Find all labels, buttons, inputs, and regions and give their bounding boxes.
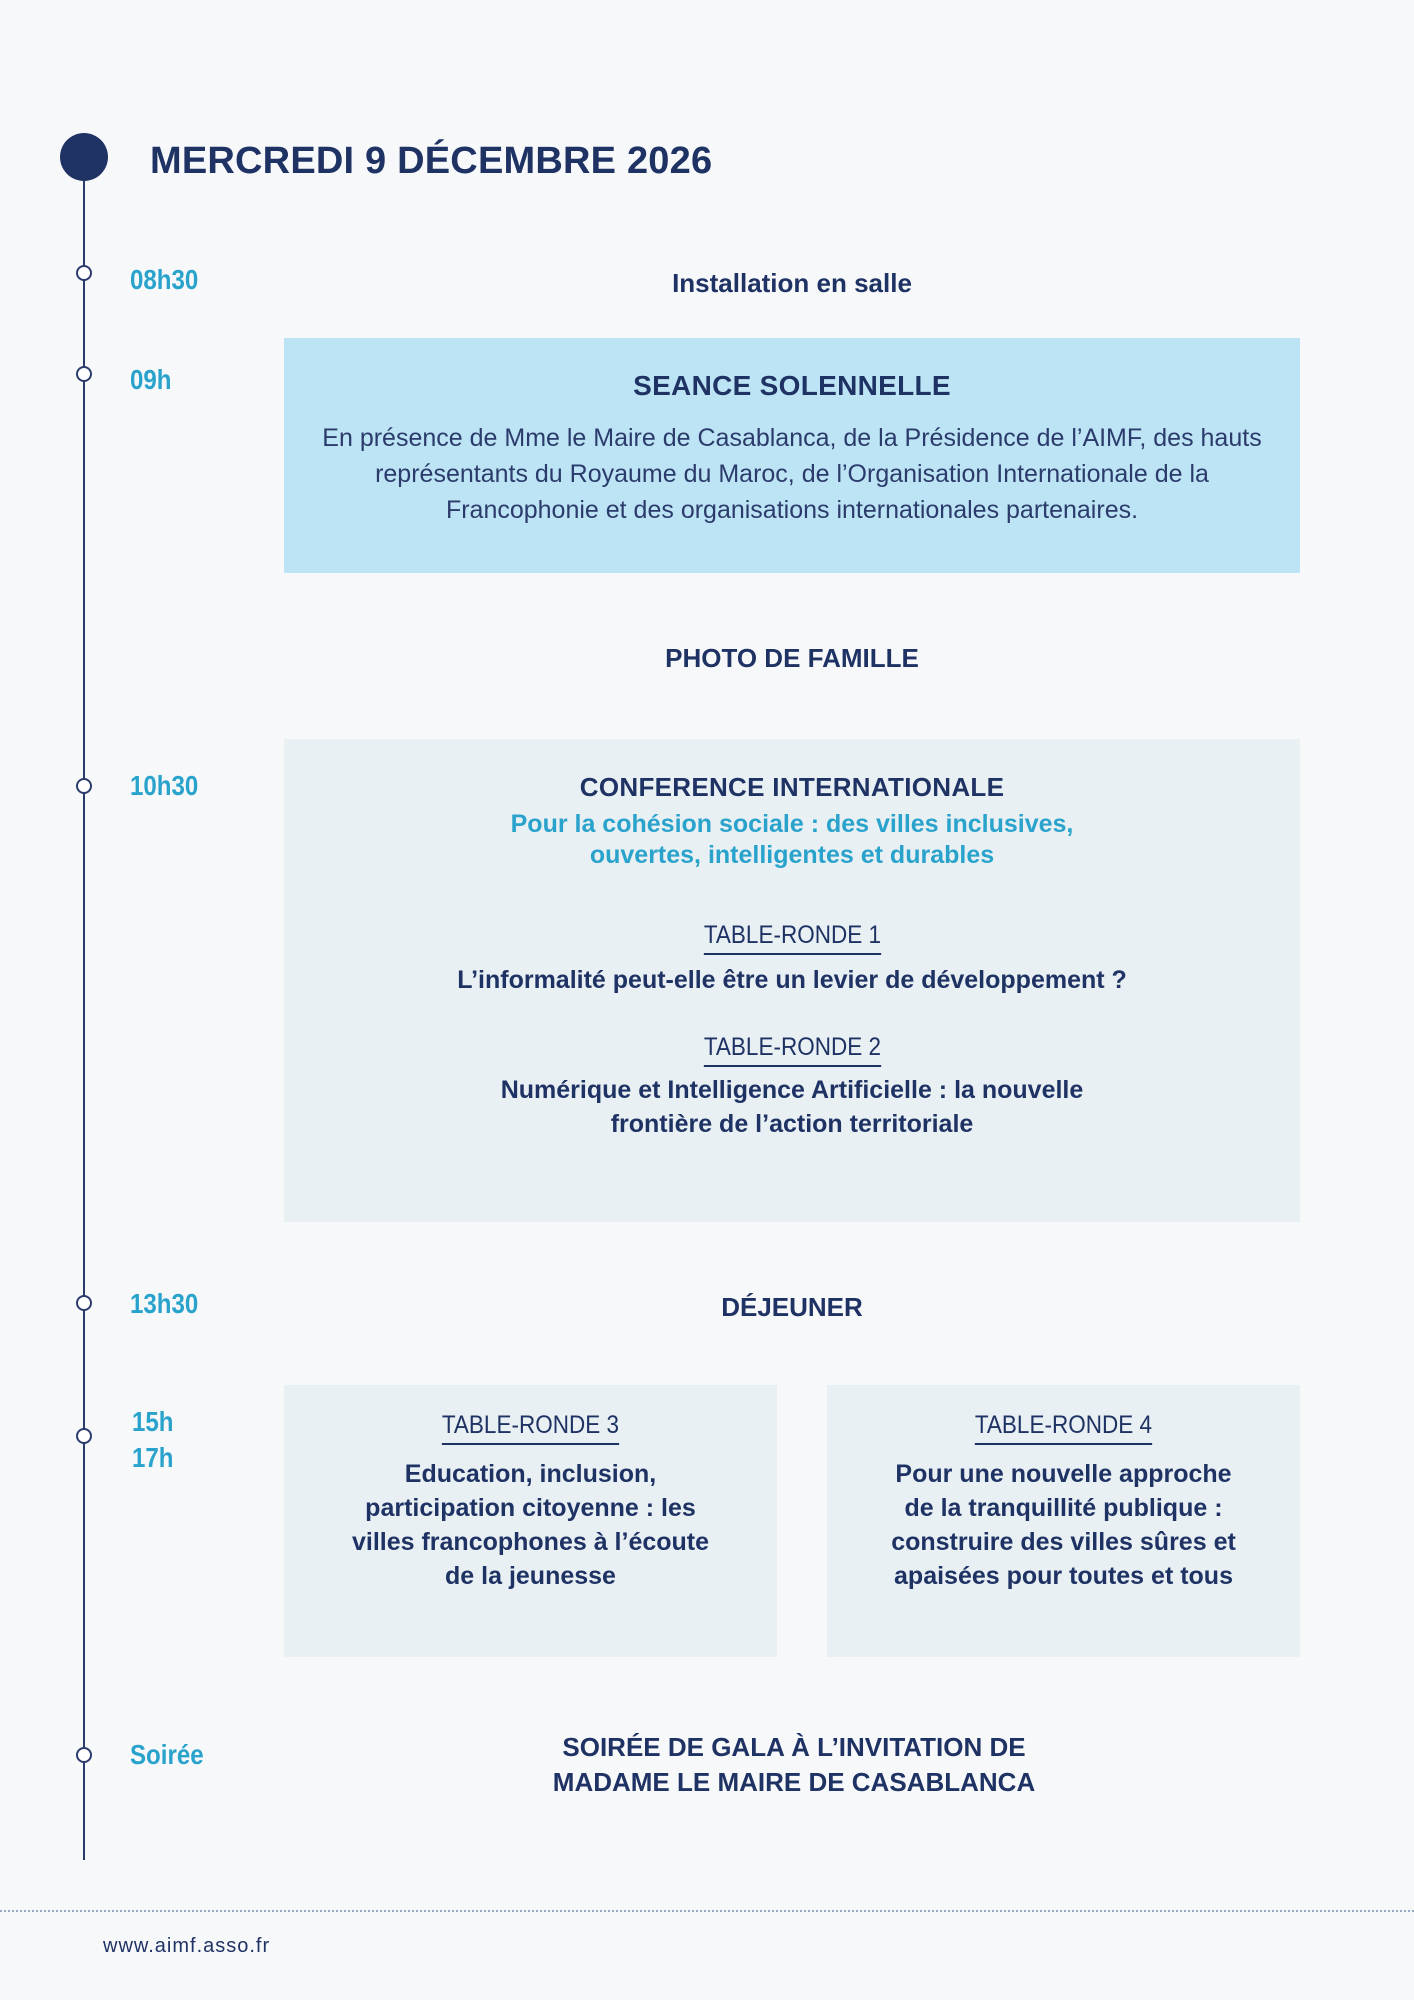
table-ronde-3-box <box>284 1385 777 1657</box>
installation-label: Installation en salle <box>672 268 912 298</box>
soiree-gala-label <box>284 1730 1304 1800</box>
topic-line: de la jeunesse <box>445 1562 616 1590</box>
soiree-line: MADAME LE MAIRE DE CASABLANCA <box>552 1767 1036 1797</box>
topic-line: Pour une nouvelle approche <box>895 1460 1232 1488</box>
description-line: représentants du Royaume du Maroc, de l’Organisation Internationale de la <box>375 460 1209 488</box>
table-ronde-2-topic <box>284 1073 1300 1141</box>
seance-solennelle-title: SEANCE SOLENNELLE <box>633 370 951 401</box>
dejeuner-label: DÉJEUNER <box>721 1292 863 1322</box>
table-ronde-4-box <box>827 1385 1300 1657</box>
topic-line: L’informalité peut-elle être un levier de développement ? <box>457 966 1127 994</box>
table-ronde-3-label: TABLE-RONDE 3 <box>442 1411 619 1445</box>
conference-box <box>284 739 1300 1222</box>
subtitle-line: ouvertes, intelligentes et durables <box>589 841 995 869</box>
time-soiree: Soirée <box>130 1739 204 1770</box>
topic-line: de la tranquillité publique : <box>904 1494 1223 1522</box>
table-ronde-2-label: TABLE-RONDE 2 <box>703 1033 880 1067</box>
description-line: En présence de Mme le Maire de Casablanca, de la Présidence de l’AIMF, des hauts <box>322 424 1262 452</box>
subtitle-line: Pour la cohésion sociale : des villes inclusives, <box>510 810 1074 838</box>
topic-line: villes francophones à l’écoute <box>351 1528 710 1556</box>
topic-line: Numérique et Intelligence Artificielle : la nouvelle <box>500 1076 1084 1104</box>
footer-divider <box>0 1910 1414 1912</box>
topic-line: Education, inclusion, <box>404 1460 657 1488</box>
table-ronde-1-topic <box>284 963 1300 997</box>
topic-line: participation citoyenne : les <box>365 1494 696 1522</box>
table-ronde-2 <box>284 1033 1300 1067</box>
timeline-node-soiree <box>76 1747 92 1763</box>
topic-line: apaisées pour toutes et tous <box>894 1562 1233 1590</box>
table-ronde-3 <box>284 1411 777 1445</box>
table-ronde-1-label: TABLE-RONDE 1 <box>703 921 880 955</box>
timeline-node-09 <box>76 366 92 382</box>
timeline-node-1030 <box>76 778 92 794</box>
time-09: 09h <box>130 364 172 395</box>
timeline-start-dot <box>60 133 108 181</box>
table-ronde-4-topic <box>827 1457 1300 1593</box>
soiree-line: SOIRÉE DE GALA À L’INVITATION DE <box>562 1732 1026 1762</box>
photo-de-famille-label: PHOTO DE FAMILLE <box>665 643 919 673</box>
topic-line: frontière de l’action territoriale <box>610 1110 974 1138</box>
time-15h: 15h <box>132 1406 174 1437</box>
timeline-node-1330 <box>76 1295 92 1311</box>
table-ronde-3-topic <box>284 1457 777 1593</box>
timeline-line <box>83 150 85 1860</box>
table-ronde-4-label: TABLE-RONDE 4 <box>975 1411 1152 1445</box>
time-1330: 13h30 <box>130 1288 199 1319</box>
conference-title: CONFERENCE INTERNATIONALE <box>579 772 1005 802</box>
table-ronde-4 <box>827 1411 1300 1445</box>
table-ronde-1 <box>284 921 1300 955</box>
time-1030: 10h30 <box>130 770 199 801</box>
seance-solennelle-description <box>284 420 1300 528</box>
seance-solennelle-box <box>284 338 1300 573</box>
timeline-node-15 <box>76 1428 92 1444</box>
time-0830: 08h30 <box>130 264 199 295</box>
description-line: Francophonie et des organisations internationales partenaires. <box>445 496 1139 524</box>
day-title: MERCREDI 9 DÉCEMBRE 2026 <box>150 140 713 182</box>
footer-url[interactable]: www.aimf.asso.fr <box>103 1935 271 1957</box>
timeline-node-0830 <box>76 265 92 281</box>
topic-line: construire des villes sûres et <box>891 1528 1236 1556</box>
time-17h: 17h <box>132 1442 174 1473</box>
conference-subtitle <box>284 809 1300 871</box>
